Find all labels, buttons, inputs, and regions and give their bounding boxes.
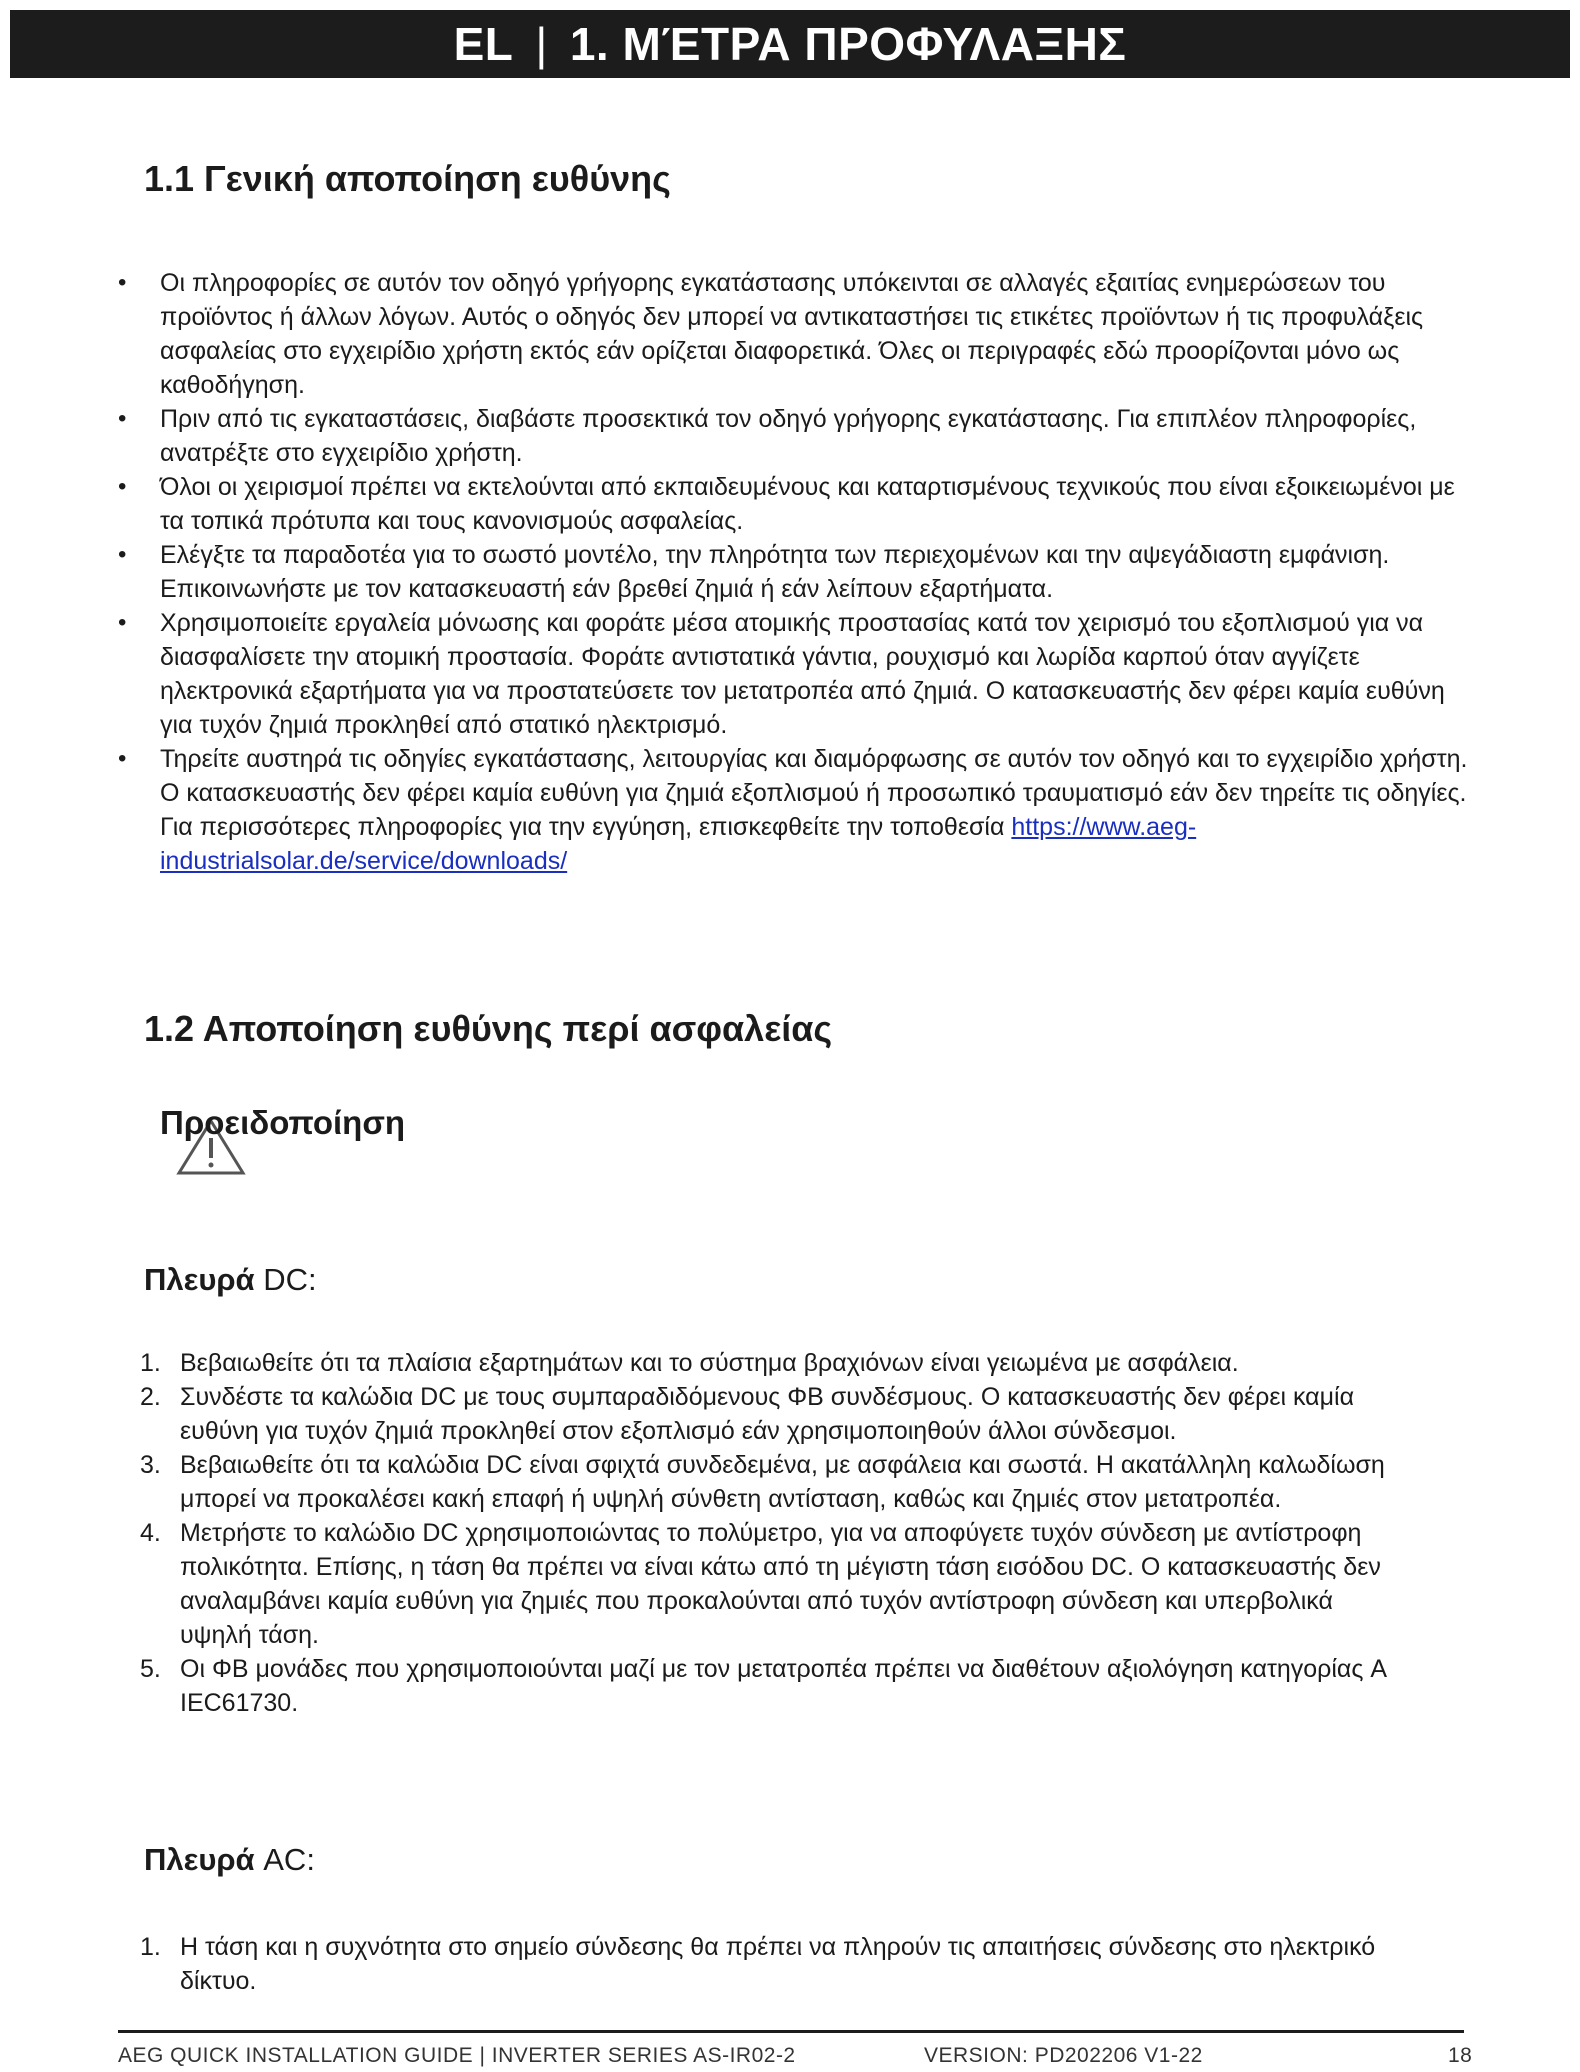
ac-side-title-text: Πλευρά (144, 1842, 255, 1877)
bullet-item: • Όλοι οι χειρισμοί πρέπει να εκτελούνται από εκπαιδευμένους και καταρτισμένους τεχνικούς που είναι εξοικειωμένοι με τα τοπικά πρότυπα και τους κανονισμούς ασφαλείας. (118, 470, 1478, 538)
footer-divider (118, 2030, 1464, 2033)
page-header-bar (10, 10, 1570, 78)
item-text: Η τάση και η συχνότητα στο σημείο σύνδεσης θα πρέπει να πληρούν τις απαιτήσεις σύνδεσης στο ηλεκτρικό δίκτυο. (180, 1933, 1376, 1995)
item-text: Βεβαιωθείτε ότι τα καλώδια DC είναι σφιχτά συνδεδεμένα, με ασφάλεια και σωστά. Η ακατάλληλη καλωδίωση μπορεί να προκαλέσει κακή επαφή ή υψηλή σύνθετη αντίσταση, καθώς και ζημιές στον μετατροπέα. (180, 1451, 1385, 1513)
list-item (140, 1346, 1400, 1380)
header-language: EL (453, 18, 514, 70)
item-text: Συνδέστε τα καλώδια DC με τους συμπαραδιδόμενους ΦΒ συνδέσμους. Ο κατασκευαστής δεν φέρει καμία ευθύνη για τυχόν ζημιά προκληθεί στον εξοπλισμό εάν χρησιμοποιηθούν άλλοι σύνδεσμοι. (180, 1383, 1355, 1445)
bullet-item: • Οι πληροφορίες σε αυτόν τον οδηγό γρήγορης εγκατάστασης υπόκεινται σε αλλαγές εξαιτίας ενημερώσεων του προϊόντος ή άλλων λόγων. Αυτός ο οδηγός δεν μπορεί να αντικαταστήσει τις ετικέτες προϊόντων ή τις προφυλάξεις ασφαλείας στο εγχειρίδιο χρήστη εκτός εάν ορίζεται διαφορετικά. Όλες οι περιγραφές εδώ προορίζονται μόνο ως καθοδήγηση. (118, 266, 1478, 402)
dc-side-list (140, 1346, 1400, 1720)
item-number: 5. (140, 1655, 161, 1683)
list-item (140, 1516, 1400, 1652)
item-text: Οι ΦΒ μονάδες που χρησιμοποιούνται μαζί με τον μετατροπέα πρέπει να διαθέτουν αξιολόγηση κατηγορίας A IEC61730. (180, 1655, 1386, 1717)
dc-side-title-text: Πλευρά (144, 1262, 255, 1297)
list-item (140, 1448, 1400, 1516)
footer-version: VERSION: PD202206 V1-22 (924, 2044, 1203, 2067)
section-1-1-title: 1.1 Γενική αποποίηση ευθύνης (144, 158, 671, 199)
warning-block (160, 1100, 480, 1180)
bullet-item: • Ελέγξτε τα παραδοτέα για το σωστό μοντέλο, την πληρότητα των περιεχομένων και την αψεγάδιαστη εμφάνιση. Επικοινωνήστε με τον κατασκευαστή εάν βρεθεί ζημιά ή εάν λείπουν εξαρτήματα. (118, 538, 1478, 606)
dc-side-title (144, 1262, 317, 1298)
list-item (140, 1380, 1400, 1448)
bullet-item: • Χρησιμοποιείτε εργαλεία μόνωσης και φοράτε μέσα ατομικής προστασίας κατά τον χειρισμό του εξοπλισμού για να διασφαλίσετε την ατομική προστασία. Φοράτε αντιστατικά γάντια, ρουχισμό και λωρίδα καρπού όταν αγγίζετε ηλεκτρονικά εξαρτήματα για να προστατεύσετε τον μετατροπέα από ζημιά. Ο κατασκευαστής δεν φέρει καμία ευθύνη για τυχόν ζημιά προκληθεί από στατικό ηλεκτρισμό. (118, 606, 1478, 742)
section-1-2-title: 1.2 Αποποίηση ευθύνης περί ασφαλείας (144, 1008, 833, 1049)
item-number: 3. (140, 1451, 161, 1479)
ac-side-title-suffix: AC: (263, 1842, 315, 1877)
item-text: Μετρήστε το καλώδιο DC χρησιμοποιώντας το πολύμετρο, για να αποφύγετε τυχόν σύνδεση με αντίστροφη πολικότητα. Επίσης, η τάση θα πρέπει να είναι κάτω από τη μέγιστη τάση εισόδου DC. Ο κατασκευαστής δεν αναλαμβάνει καμία ευθύνη για ζημιές που προκαλούνται από τυχόν αντίστροφη σύνδεση και υπερβολικά υψηλή τάση. (180, 1519, 1381, 1649)
dc-side-title-suffix: DC: (263, 1262, 317, 1297)
general-disclaimer-list (118, 266, 1478, 878)
ac-side-title (144, 1842, 315, 1878)
item-number: 1. (140, 1933, 161, 1961)
footer-guide-title: AEG QUICK INSTALLATION GUIDE | INVERTER SERIES AS-IR02-2 (118, 2044, 796, 2067)
item-text: Βεβαιωθείτε ότι τα πλαίσια εξαρτημάτων και το σύστημα βραχιόνων είναι γειωμένα με ασφάλεια. (180, 1349, 1239, 1377)
warning-label: Προειδοποίηση (160, 1104, 406, 1141)
bullet-item (118, 742, 1478, 878)
header-title: 1. ΜΈΤΡΑ ΠΡΟΦΥΛΑΞΗΣ (569, 18, 1127, 70)
downloads-link[interactable]: https://www.aeg-industrialsolar.de/service/downloads/ (160, 813, 1197, 875)
bullet-item: • Πριν από τις εγκαταστάσεις, διαβάστε προσεκτικά τον οδηγό γρήγορης εγκατάστασης. Για επιπλέον πληροφορίες, ανατρέξτε στο εγχειρίδιο χρήστη. (118, 402, 1478, 470)
item-number: 1. (140, 1349, 161, 1377)
item-number: 4. (140, 1519, 161, 1547)
item-number: 2. (140, 1383, 161, 1411)
list-item (140, 1652, 1400, 1720)
footer-page-number: 18 (1448, 2044, 1473, 2067)
list-item (140, 1930, 1400, 1998)
ac-side-list (140, 1930, 1400, 1998)
header-separator: | (535, 18, 548, 70)
bullet-text: Τηρείτε αυστηρά τις οδηγίες εγκατάστασης, λειτουργίας και διαμόρφωσης σε αυτόν τον οδηγό και το εγχειρίδιο χρήστη. Ο κατασκευαστής δεν φέρει καμία ευθύνη για ζημιά εξοπλισμού ή προσωπικό τραυματισμό εάν δεν τηρείτε τις οδηγίες. Για περισσότερες πληροφορίες για την εγγύηση, επισκεφθείτε την τοποθεσία (160, 745, 1468, 841)
